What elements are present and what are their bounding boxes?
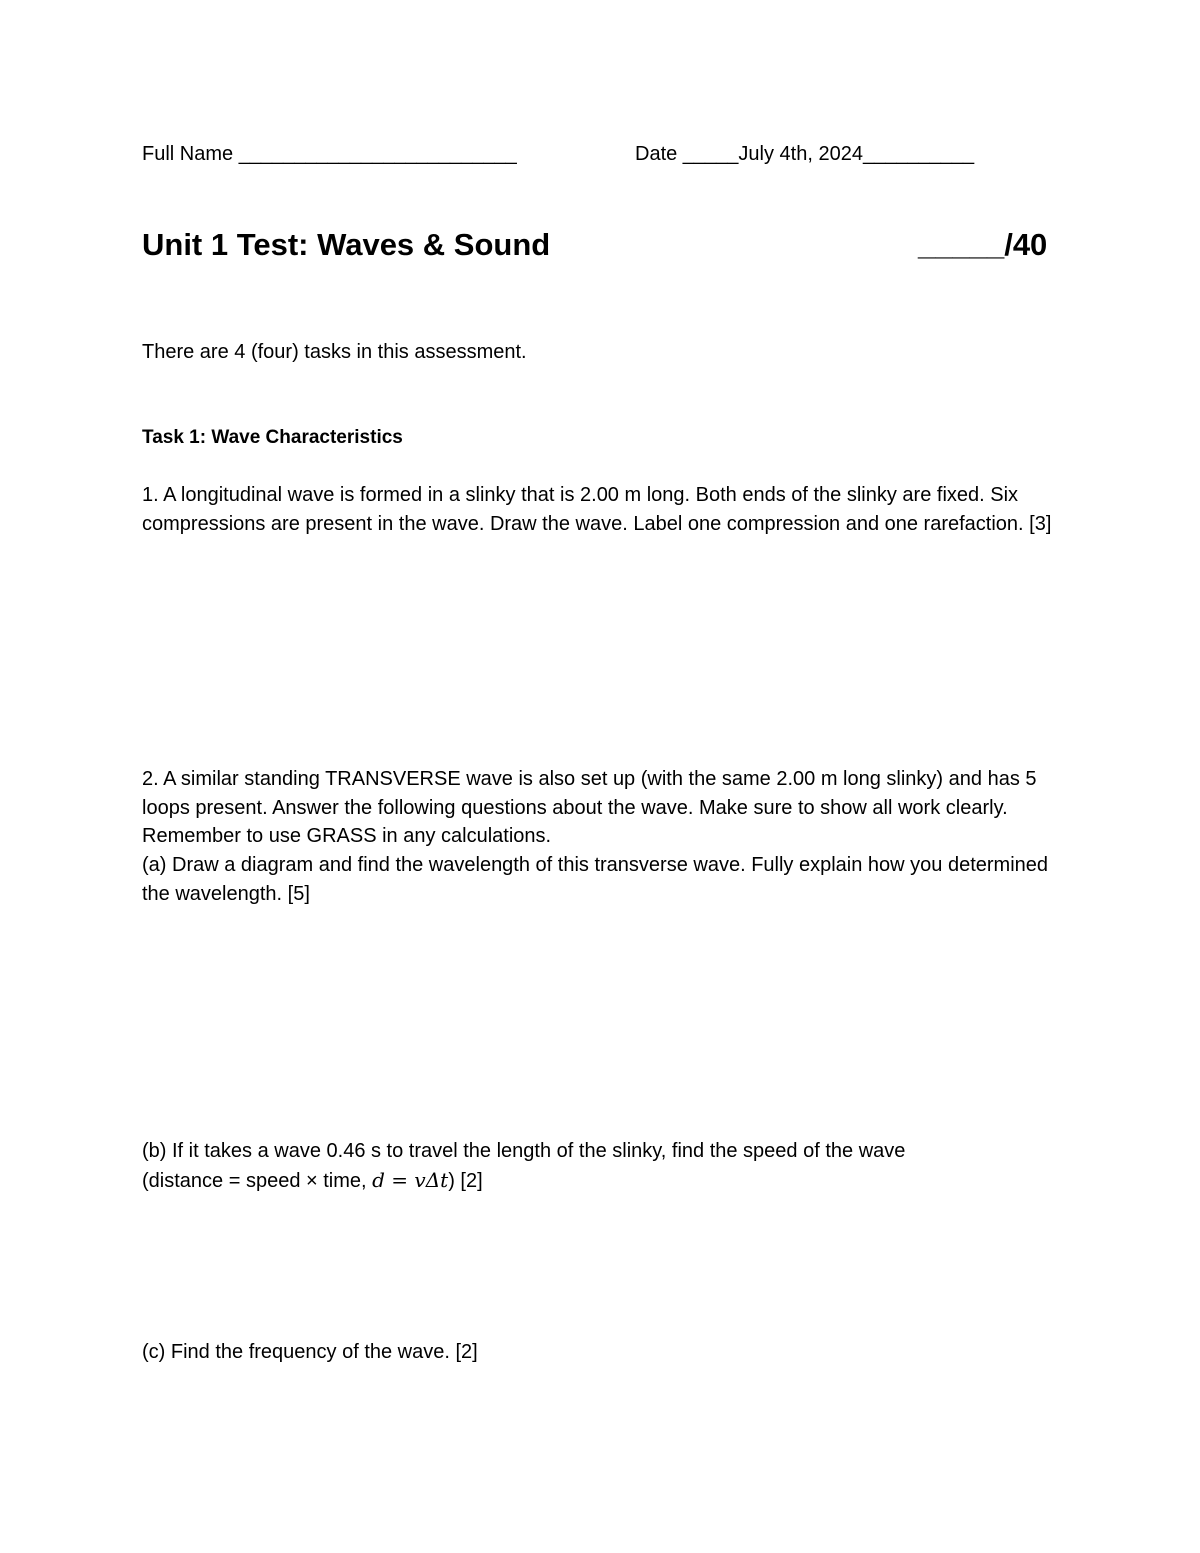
question-2b-prefix: (distance = speed × time, bbox=[142, 1169, 373, 1192]
question-2a: (a) Draw a diagram and find the wavelength of this transverse wave. Fully explain how you determined the wavelength. [5] bbox=[142, 854, 1049, 905]
question-2c: (c) Find the frequency of the wave. [2] bbox=[142, 1341, 478, 1363]
intro-text: There are 4 (four) tasks in this assessment. bbox=[142, 341, 527, 363]
question-2b-line1: (b) If it takes a wave 0.46 s to travel the length of the slinky, find the speed of the wave bbox=[142, 1140, 906, 1162]
test-title: Unit 1 Test: Waves & Sound bbox=[142, 227, 551, 262]
question-2b bbox=[142, 1137, 1062, 1195]
question-2: 2. A similar standing TRANSVERSE wave is also set up (with the same 2.00 m long slinky) and has 5 loops present. Answer the following questions about the wave. Make sure to show all work clearly. Remember to use GRASS in any calculations. bbox=[142, 768, 1037, 847]
date-field: Date _____July 4th, 2024__________ bbox=[635, 143, 975, 165]
full-name-field: Full Name _________________________ bbox=[142, 143, 517, 165]
question-2b-line2 bbox=[142, 1166, 1062, 1196]
score-field: _____/40 bbox=[918, 227, 1048, 262]
question-1: 1. A longitudinal wave is formed in a slinky that is 2.00 m long. Both ends of the slinky are fixed. Six compressions are present in the wave. Draw the wave. Label one compression and one rarefaction. [3] bbox=[142, 484, 1052, 535]
question-2b-suffix: ) [2] bbox=[448, 1169, 483, 1192]
speed-formula: d = vΔt bbox=[372, 1167, 449, 1192]
task1-heading: Task 1: Wave Characteristics bbox=[142, 427, 403, 448]
